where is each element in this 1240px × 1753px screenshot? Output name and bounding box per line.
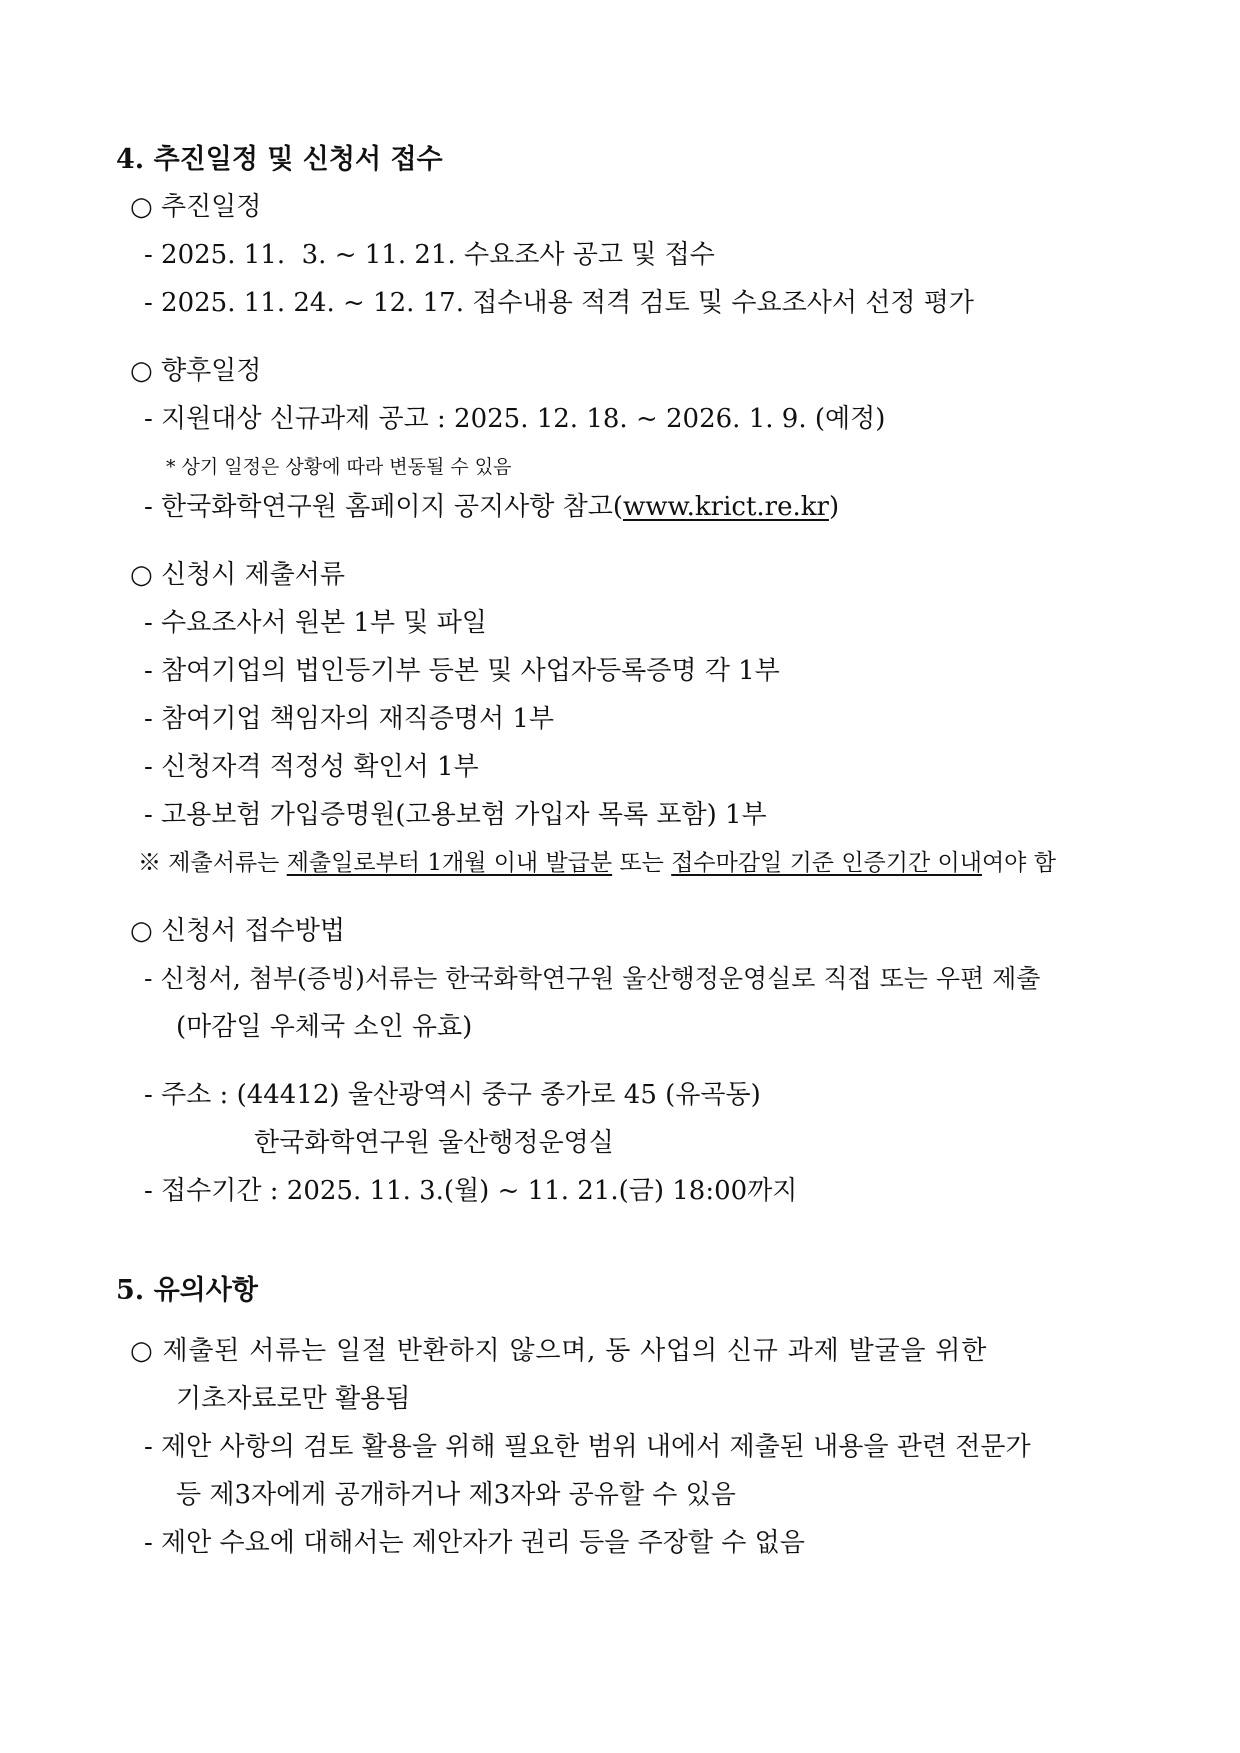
- schedule-item-1: - 2025. 11. 3. ~ 11. 21. 수요조사 공고 및 접수: [144, 240, 715, 270]
- future-note: * 상기 일정은 상황에 따라 변동될 수 있음: [166, 456, 512, 478]
- future-item-1: - 지원대상 신규과제 공고 : 2025. 12. 18. ~ 2026. 1. 9. (예정): [144, 404, 886, 434]
- future-heading: ○ 향후일정: [130, 356, 262, 386]
- section5-title: 5. 유의사항: [116, 1275, 258, 1306]
- remark-part-e: 여야 함: [981, 850, 1056, 876]
- documents-item-4: - 신청자격 적정성 확인서 1부: [144, 752, 479, 782]
- schedule-heading: ○ 추진일정: [130, 192, 262, 222]
- remark-part-c: 또는: [612, 850, 672, 876]
- submission-period: - 접수기간 : 2025. 11. 3.(월) ~ 11. 21.(금) 18:00까지: [144, 1176, 798, 1206]
- remark-part-a: ※ 제출서류는: [138, 850, 287, 876]
- method-heading: ○ 신청서 접수방법: [130, 916, 346, 946]
- section5-item-1-line-2: 등 제3자에게 공개하거나 제3자와 공유할 수 있음: [176, 1480, 736, 1510]
- address-line-1: - 주소 : (44412) 울산광역시 중구 종가로 45 (유곡동): [144, 1080, 761, 1110]
- section5-item-2: - 제안 수요에 대해서는 제안자가 권리 등을 주장할 수 없음: [144, 1528, 805, 1558]
- method-item-1-line-1: - 신청서, 첨부(증빙)서류는 한국화학연구원 울산행정운영실로 직접 또는 우편 제출: [144, 964, 1041, 993]
- documents-item-5: - 고용보험 가입증명원(고용보험 가입자 목록 포함) 1부: [144, 800, 767, 830]
- address-line-2: 한국화학연구원 울산행정운영실: [254, 1128, 614, 1158]
- future-item-2: [144, 490, 839, 524]
- method-item-1-line-2: (마감일 우체국 소인 유효): [176, 1012, 473, 1042]
- future-item-2-prefix: - 한국화학연구원 홈페이지 공지사항 참고(: [144, 492, 623, 522]
- remark-underlined-1: 제출일로부터 1개월 이내 발급분: [286, 850, 613, 876]
- documents-item-3: - 참여기업 책임자의 재직증명서 1부: [144, 704, 555, 734]
- future-item-2-suffix: ): [828, 492, 840, 522]
- section5-bullet-line-2: 기초자료로만 활용됨: [176, 1384, 411, 1414]
- documents-heading: ○ 신청시 제출서류: [130, 560, 346, 590]
- documents-remark: [138, 846, 1056, 880]
- documents-item-1: - 수요조사서 원본 1부 및 파일: [144, 608, 487, 638]
- remark-underlined-2: 접수마감일 기준 인증기간 이내: [671, 850, 982, 876]
- documents-item-2: - 참여기업의 법인등기부 등본 및 사업자등록증명 각 1부: [144, 656, 780, 686]
- krict-website-link[interactable]: www.krict.re.kr: [622, 492, 829, 522]
- section4-title: 4. 추진일정 및 신청서 접수: [116, 144, 443, 175]
- section5-bullet-line-1: ○ 제출된 서류는 일절 반환하지 않으며, 동 사업의 신규 과제 발굴을 위한: [130, 1336, 988, 1366]
- section5-item-1-line-1: - 제안 사항의 검토 활용을 위해 필요한 범위 내에서 제출된 내용을 관련 전문가: [144, 1432, 1031, 1462]
- schedule-item-2: - 2025. 11. 24. ~ 12. 17. 접수내용 적격 검토 및 수요조사서 선정 평가: [144, 288, 974, 318]
